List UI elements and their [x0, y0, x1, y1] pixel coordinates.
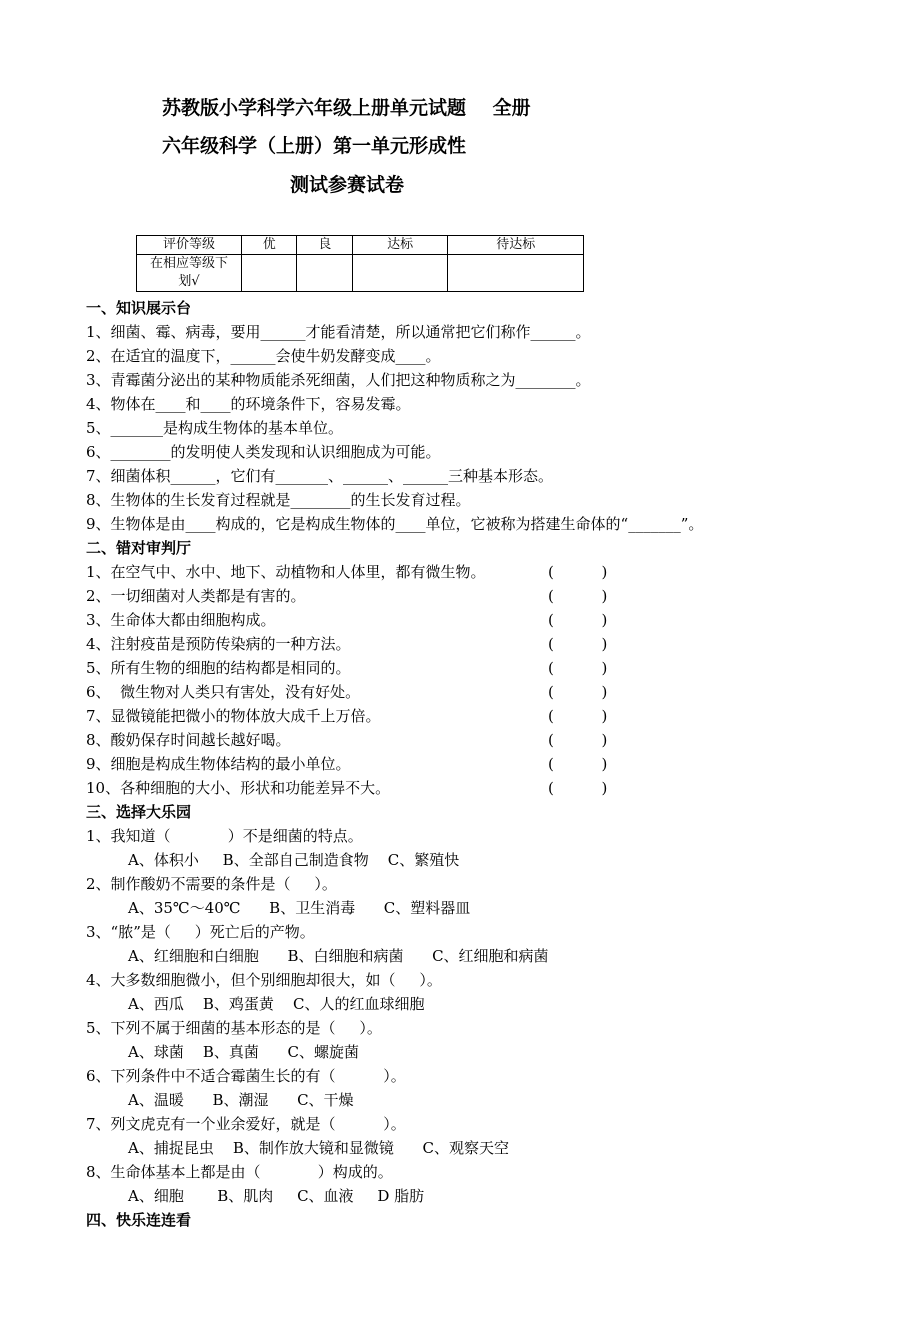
answer-paren[interactable]: ( ) — [548, 779, 608, 797]
table-cell[interactable] — [297, 255, 352, 292]
choice-options: A、球菌 B、真菌 C、螺旋菌 — [128, 1043, 360, 1061]
judge-question — [86, 584, 886, 608]
section-title-4: 四、快乐连连看 — [86, 1211, 192, 1229]
judge-question — [86, 680, 886, 704]
judge-question — [86, 560, 886, 584]
title-line-3: 测试参赛试卷 — [290, 174, 405, 196]
judge-text: 9、细胞是构成生物体结构的最小单位。 — [86, 755, 351, 773]
answer-paren[interactable]: ( ) — [548, 683, 608, 701]
answer-paren[interactable]: ( ) — [548, 587, 608, 605]
fill-question: 9、生物体是由____构成的，它是构成生物体的____单位，它被称为搭建生命体的“_______”。 — [86, 515, 704, 533]
choice-options: A、捕捉昆虫 B、制作放大镜和显微镜 C、观察天空 — [128, 1139, 510, 1157]
table-cell[interactable] — [448, 255, 584, 292]
answer-paren[interactable]: ( ) — [548, 611, 608, 629]
answer-paren[interactable]: ( ) — [548, 659, 608, 677]
choice-question: 5、下列不属于细菌的基本形态的是（ ）。 — [86, 1019, 382, 1037]
judge-question — [86, 608, 886, 632]
judge-question — [86, 752, 886, 776]
title-line-2: 六年级科学（上册）第一单元形成性 — [162, 135, 467, 157]
table-cell[interactable] — [352, 255, 448, 292]
table-cell: 待达标 — [448, 236, 584, 255]
choice-options: A、细胞 B、肌肉 C、血液 D 脂肪 — [128, 1187, 425, 1205]
choice-options: A、体积小 B、全部自己制造食物 C、繁殖快 — [128, 851, 460, 869]
fill-question: 5、_______是构成生物体的基本单位。 — [86, 419, 344, 437]
row-label-b: 划√ — [178, 274, 200, 289]
judge-question — [86, 728, 886, 752]
fill-question: 2、在适宜的温度下，______会使牛奶发酵变成____。 — [86, 347, 441, 365]
judge-question — [86, 776, 886, 800]
choice-options: A、西瓜 B、鸡蛋黄 C、人的红血球细胞 — [128, 995, 425, 1013]
judge-text: 7、显微镜能把微小的物体放大成千上万倍。 — [86, 707, 381, 725]
choice-question: 4、大多数细胞微小，但个别细胞却很大，如（ ）。 — [86, 971, 442, 989]
evaluation-table — [136, 235, 584, 292]
judge-text: 2、一切细菌对人类都是有害的。 — [86, 587, 306, 605]
table-cell[interactable] — [242, 255, 297, 292]
judge-text: 5、所有生物的细胞的结构都是相同的。 — [86, 659, 351, 677]
judge-question — [86, 632, 886, 656]
choice-question: 2、制作酸奶不需要的条件是（ ）。 — [86, 875, 337, 893]
fill-question: 3、青霉菌分泌出的某种物质能杀死细菌，人们把这种物质称之为________。 — [86, 371, 591, 389]
table-cell — [137, 255, 242, 292]
judge-text: 3、生命体大都由细胞构成。 — [86, 611, 276, 629]
answer-paren[interactable]: ( ) — [548, 635, 608, 653]
table-header-row — [137, 236, 584, 255]
choice-question: 6、下列条件中不适合霉菌生长的有（ ）。 — [86, 1067, 406, 1085]
table-cell: 达标 — [352, 236, 448, 255]
judge-text: 4、注射疫苗是预防传染病的一种方法。 — [86, 635, 351, 653]
choice-options: A、温暖 B、潮湿 C、干燥 — [128, 1091, 354, 1109]
section-title-3: 三、选择大乐园 — [86, 803, 192, 821]
fill-question: 4、物体在____和____的环境条件下，容易发霉。 — [86, 395, 411, 413]
title-line-1: 苏教版小学科学六年级上册单元试题 全册 — [162, 97, 531, 119]
judge-question — [86, 656, 886, 680]
table-cell: 良 — [297, 236, 352, 255]
fill-question: 7、细菌体积______，它们有_______、______、______三种基本形态。 — [86, 467, 554, 485]
judge-text: 8、酸奶保存时间越长越好喝。 — [86, 731, 291, 749]
choice-question: 8、生命体基本上都是由（ ）构成的。 — [86, 1163, 393, 1181]
judge-question — [86, 704, 886, 728]
fill-question: 8、生物体的生长发育过程就是________的生长发育过程。 — [86, 491, 471, 509]
choice-options: A、35℃～40℃ B、卫生消毒 C、塑料器皿 — [128, 899, 471, 917]
choice-question: 3、“脓”是（ ）死亡后的产物。 — [86, 923, 315, 941]
judge-text: 6、 微生物对人类只有害处，没有好处。 — [86, 683, 361, 701]
answer-paren[interactable]: ( ) — [548, 755, 608, 773]
answer-paren[interactable]: ( ) — [548, 563, 608, 581]
judge-text: 1、在空气中、水中、地下、动植物和人体里，都有微生物。 — [86, 563, 486, 581]
judge-text: 10、各种细胞的大小、形状和功能差异不大。 — [86, 779, 391, 797]
choice-options: A、红细胞和白细胞 B、白细胞和病菌 C、红细胞和病菌 — [128, 947, 549, 965]
fill-question: 6、________的发明使人类发现和认识细胞成为可能。 — [86, 443, 441, 461]
row-label-a: 在相应等级下 — [149, 256, 228, 271]
choice-question: 1、我知道（ ）不是细菌的特点。 — [86, 827, 363, 845]
fill-question: 1、细菌、霉、病毒，要用______才能看清楚，所以通常把它们称作______。 — [86, 323, 591, 341]
exam-content — [86, 296, 886, 1232]
section-title-1: 一、知识展示台 — [86, 299, 192, 317]
table-cell: 评价等级 — [137, 236, 242, 255]
answer-paren[interactable]: ( ) — [548, 707, 608, 725]
table-cell: 优 — [242, 236, 297, 255]
table-row — [137, 255, 584, 292]
section-title-2: 二、错对审判厅 — [86, 539, 192, 557]
answer-paren[interactable]: ( ) — [548, 731, 608, 749]
choice-question: 7、列文虎克有一个业余爱好，就是（ ）。 — [86, 1115, 406, 1133]
